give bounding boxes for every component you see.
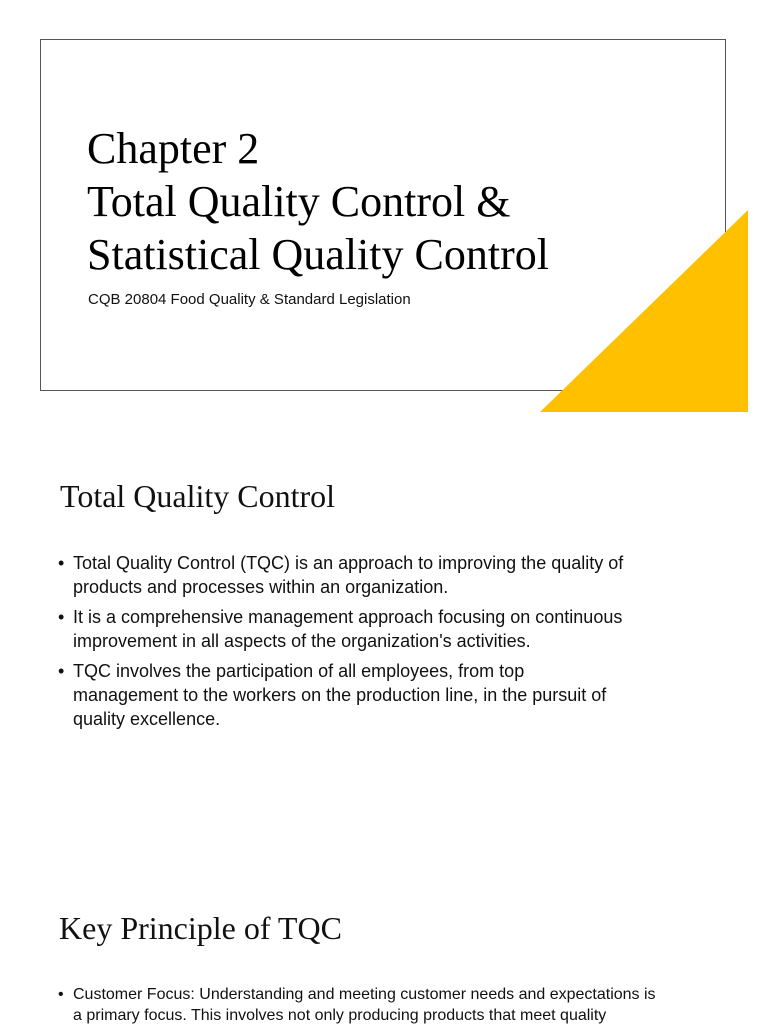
key-principle-bullet-1: • Customer Focus: Understanding and meeting customer needs and expectations is a primary focus. This involves not only producing products that meet quality: [58, 984, 738, 1026]
tqc-bullet-2: • It is a comprehensive management approach focusing on continuous improvement in all aspects of the organization's activities.: [58, 605, 738, 653]
chapter-title-line-3: Statistical Quality Control: [87, 230, 549, 279]
accent-triangle-decoration: [540, 210, 748, 412]
chapter-title-line-2: Total Quality Control &: [87, 177, 511, 226]
tqc-bullet-1: • Total Quality Control (TQC) is an approach to improving the quality of products and processes within an organization.: [58, 551, 738, 599]
tqc-bullet-list: [58, 551, 738, 737]
chapter-title-line-1: Chapter 2: [87, 124, 260, 173]
course-subtitle: CQB 20804 Food Quality & Standard Legislation: [88, 291, 411, 308]
tqc-bullet-3: • TQC involves the participation of all employees, from top management to the workers on the production line, in the pursuit of quality excellence.: [58, 659, 738, 731]
section-heading-total-quality-control: Total Quality Control: [60, 478, 336, 514]
key-principle-bullet-list: [58, 984, 738, 1026]
chapter-title: [87, 122, 549, 281]
section-heading-key-principle: Key Principle of TQC: [59, 910, 342, 946]
